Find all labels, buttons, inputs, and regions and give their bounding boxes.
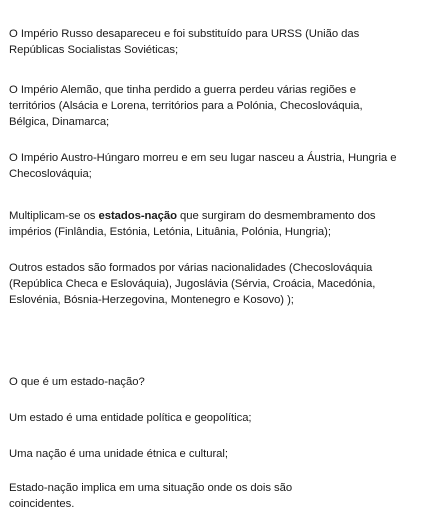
paragraph-german-empire: O Império Alemão, que tinha perdido a guerra perdeu várias regiões e territórios (Alsácia e Lorena, territórios para a Polónia, Checoslováquia, Bélgica, Dinamarca; <box>9 84 363 128</box>
nation-states-text-after: que surgiram do desmembramento dos impérios (Finlândia, Estónia, Letónia, Lituânia, Polónia, Hungria); <box>9 210 376 238</box>
paragraph-nation-definition: Uma nação é uma unidade étnica e cultural; <box>9 448 228 460</box>
paragraph-other-states: Outros estados são formados por várias nacionalidades (Checoslováquia (República Checa e Eslováquia), Jugoslávia (Sérvia, Croácia, Macedónia, Eslovénia, Bósnia-Herzegovina, Montenegro e Kosovo) ); <box>9 262 376 306</box>
paragraph-state-definition: Um estado é uma entidade política e geopolítica; <box>9 412 252 424</box>
paragraph-question: O que é um estado-nação? <box>9 376 145 388</box>
paragraph-nation-state-definition: Estado-nação implica em uma situação onde os dois são coincidentes. <box>9 482 293 510</box>
paragraph-austro-hungarian-empire: O Império Austro-Húngaro morreu e em seu lugar nasceu a Áustria, Hungria e Checoslováquia; <box>9 152 397 180</box>
nation-states-text-before: Multiplicam-se os <box>9 210 99 222</box>
paragraph-russian-empire: O Império Russo desapareceu e foi substituído para URSS (União das Repúblicas Socialistas Soviéticas; <box>9 28 360 56</box>
paragraph-nation-states <box>9 208 413 240</box>
nation-states-bold-term: estados-nação <box>98 210 177 222</box>
